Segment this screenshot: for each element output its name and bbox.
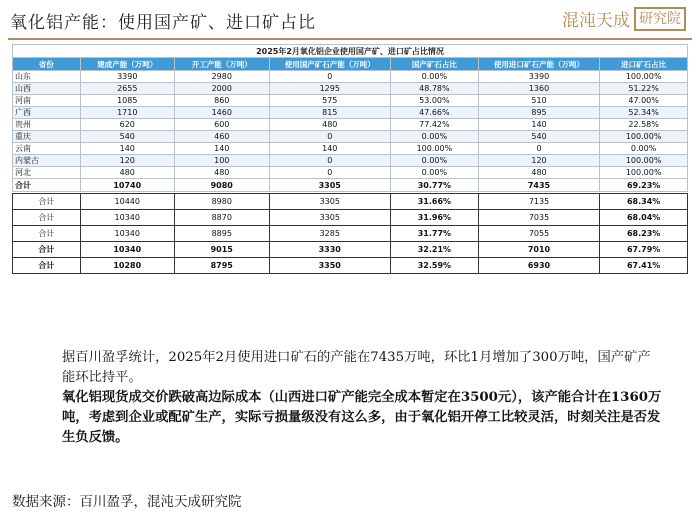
previous-total-row bbox=[13, 226, 688, 242]
table-total-row bbox=[13, 179, 688, 192]
table-cell: 47.66% bbox=[391, 107, 479, 119]
table-cell: 0 bbox=[269, 71, 391, 83]
table-cell: 合计 bbox=[13, 194, 81, 210]
previous-totals-body bbox=[13, 194, 688, 274]
table-caption-row bbox=[13, 45, 688, 58]
company-logo bbox=[562, 6, 686, 31]
table-cell: 480 bbox=[80, 167, 175, 179]
table-cell: 140 bbox=[269, 143, 391, 155]
table-cell: 重庆 bbox=[13, 131, 81, 143]
table-cell: 9015 bbox=[175, 242, 270, 258]
column-header: 使用国产矿石产能（万吨） bbox=[269, 58, 391, 71]
table-row bbox=[13, 83, 688, 95]
table-cell: 1710 bbox=[80, 107, 175, 119]
table-cell: 3390 bbox=[80, 71, 175, 83]
table-cell: 3330 bbox=[269, 242, 391, 258]
table-row bbox=[13, 119, 688, 131]
table-cell: 52.34% bbox=[600, 107, 688, 119]
table-cell: 510 bbox=[478, 95, 600, 107]
table-cell: 7010 bbox=[478, 242, 600, 258]
table-cell: 6930 bbox=[478, 258, 600, 274]
table-cell: 540 bbox=[478, 131, 600, 143]
table-cell: 815 bbox=[269, 107, 391, 119]
table-cell: 内蒙古 bbox=[13, 155, 81, 167]
table-cell: 8895 bbox=[175, 226, 270, 242]
analysis-text bbox=[62, 348, 662, 448]
table-cell: 3350 bbox=[269, 258, 391, 274]
table-cell: 480 bbox=[478, 167, 600, 179]
table-cell: 22.58% bbox=[600, 119, 688, 131]
table-header-row bbox=[13, 58, 688, 71]
table-cell: 10740 bbox=[80, 179, 175, 192]
column-header: 省份 bbox=[13, 58, 81, 71]
table-row bbox=[13, 131, 688, 143]
table-cell: 140 bbox=[478, 119, 600, 131]
previous-total-row bbox=[13, 242, 688, 258]
table-cell: 53.00% bbox=[391, 95, 479, 107]
table-cell: 100 bbox=[175, 155, 270, 167]
table-cell: 合计 bbox=[13, 226, 81, 242]
table-cell: 0 bbox=[478, 143, 600, 155]
page-title: 氧化铝产能：使用国产矿、进口矿占比 bbox=[10, 13, 316, 33]
table-cell: 460 bbox=[175, 131, 270, 143]
table-cell: 0.00% bbox=[600, 143, 688, 155]
table-row bbox=[13, 71, 688, 83]
table-row bbox=[13, 167, 688, 179]
analysis-paragraph-2: 氧化铝现货成交价跌破高边际成本（山西进口矿产能完全成本暂定在3500元），该产能合计在1360万吨，考虑到企业或配矿生产，实际亏损量级没有这么多，由于氧化铝开停工比较灵活，时刻关注是否发生负反馈。 bbox=[62, 390, 662, 445]
column-header: 使用进口矿石产能（万吨） bbox=[478, 58, 600, 71]
table-row bbox=[13, 143, 688, 155]
table-cell: 合计 bbox=[13, 242, 81, 258]
table-cell: 3305 bbox=[269, 179, 391, 192]
table-cell: 0 bbox=[269, 167, 391, 179]
table-cell: 620 bbox=[80, 119, 175, 131]
table-row bbox=[13, 107, 688, 119]
table-cell: 67.41% bbox=[600, 258, 688, 274]
table-cell: 67.79% bbox=[600, 242, 688, 258]
table-cell: 0.00% bbox=[391, 131, 479, 143]
table-cell: 1295 bbox=[269, 83, 391, 95]
table-cell: 0.00% bbox=[391, 167, 479, 179]
table-cell: 100.00% bbox=[600, 155, 688, 167]
analysis-paragraph-1: 据百川盈孚统计，2025年2月使用进口矿石的产能在7435万吨，环比1月增加了300万吨，国产矿产能环比持平。 bbox=[62, 350, 651, 385]
column-header: 进口矿石占比 bbox=[600, 58, 688, 71]
table-cell: 8870 bbox=[175, 210, 270, 226]
logo-text: 混沌天成 bbox=[562, 11, 630, 31]
table-cell: 68.23% bbox=[600, 226, 688, 242]
table-cell: 47.00% bbox=[600, 95, 688, 107]
header-divider bbox=[8, 38, 692, 40]
table-cell: 10280 bbox=[80, 258, 175, 274]
table-cell: 140 bbox=[175, 143, 270, 155]
ore-usage-table bbox=[12, 44, 688, 192]
table-cell: 合计 bbox=[13, 179, 81, 192]
table-cell: 0 bbox=[269, 155, 391, 167]
table-cell: 480 bbox=[269, 119, 391, 131]
table-cell: 合计 bbox=[13, 258, 81, 274]
table-cell: 69.23% bbox=[600, 179, 688, 192]
table-cell: 68.34% bbox=[600, 194, 688, 210]
table-cell: 575 bbox=[269, 95, 391, 107]
table-cell: 1460 bbox=[175, 107, 270, 119]
table-cell: 895 bbox=[478, 107, 600, 119]
previous-total-row bbox=[13, 258, 688, 274]
table-cell: 广西 bbox=[13, 107, 81, 119]
table-cell: 100.00% bbox=[600, 131, 688, 143]
table-cell: 3305 bbox=[269, 210, 391, 226]
table-cell: 7135 bbox=[478, 194, 600, 210]
table-cell: 9080 bbox=[175, 179, 270, 192]
table-cell: 32.21% bbox=[391, 242, 479, 258]
table-cell: 10340 bbox=[80, 226, 175, 242]
table-cell: 48.78% bbox=[391, 83, 479, 95]
table-cell: 120 bbox=[478, 155, 600, 167]
table-cell: 2655 bbox=[80, 83, 175, 95]
column-header: 建成产能（万吨） bbox=[80, 58, 175, 71]
table-body bbox=[13, 71, 688, 179]
table-cell: 3305 bbox=[269, 194, 391, 210]
table-cell: 3390 bbox=[478, 71, 600, 83]
table-cell: 540 bbox=[80, 131, 175, 143]
table-cell: 10340 bbox=[80, 242, 175, 258]
table-cell: 51.22% bbox=[600, 83, 688, 95]
previous-total-row bbox=[13, 210, 688, 226]
table-cell: 山东 bbox=[13, 71, 81, 83]
table-cell: 8980 bbox=[175, 194, 270, 210]
column-header: 国产矿石占比 bbox=[391, 58, 479, 71]
previous-total-row bbox=[13, 194, 688, 210]
table-cell: 600 bbox=[175, 119, 270, 131]
table-cell: 77.42% bbox=[391, 119, 479, 131]
column-header: 开工产能（万吨） bbox=[175, 58, 270, 71]
table-cell: 云南 bbox=[13, 143, 81, 155]
table-cell: 1360 bbox=[478, 83, 600, 95]
table-cell: 7035 bbox=[478, 210, 600, 226]
table-cell: 68.04% bbox=[600, 210, 688, 226]
table-cell: 100.00% bbox=[600, 71, 688, 83]
table-cell: 3285 bbox=[269, 226, 391, 242]
data-table-container bbox=[12, 44, 688, 274]
table-cell: 0 bbox=[269, 131, 391, 143]
table-cell: 10440 bbox=[80, 194, 175, 210]
table-cell: 10340 bbox=[80, 210, 175, 226]
table-cell: 31.96% bbox=[391, 210, 479, 226]
table-cell: 100.00% bbox=[391, 143, 479, 155]
table-cell: 7055 bbox=[478, 226, 600, 242]
table-cell: 480 bbox=[175, 167, 270, 179]
table-cell: 河南 bbox=[13, 95, 81, 107]
table-cell: 2980 bbox=[175, 71, 270, 83]
logo-box: 研究院 bbox=[634, 7, 686, 31]
table-cell: 贵州 bbox=[13, 119, 81, 131]
table-cell: 860 bbox=[175, 95, 270, 107]
table-cell: 32.59% bbox=[391, 258, 479, 274]
table-cell: 120 bbox=[80, 155, 175, 167]
table-cell: 30.77% bbox=[391, 179, 479, 192]
table-cell: 31.66% bbox=[391, 194, 479, 210]
data-source: 数据来源：百川盈孚，混沌天成研究院 bbox=[12, 494, 242, 510]
table-caption: 2025年2月氧化铝企业使用国产矿、进口矿占比情况 bbox=[13, 45, 688, 58]
table-cell: 0.00% bbox=[391, 71, 479, 83]
table-row bbox=[13, 95, 688, 107]
table-cell: 31.77% bbox=[391, 226, 479, 242]
previous-totals-table bbox=[12, 193, 688, 274]
table-cell: 山西 bbox=[13, 83, 81, 95]
table-cell: 河北 bbox=[13, 167, 81, 179]
table-cell: 8795 bbox=[175, 258, 270, 274]
table-cell: 2000 bbox=[175, 83, 270, 95]
table-cell: 合计 bbox=[13, 210, 81, 226]
table-row bbox=[13, 155, 688, 167]
table-cell: 7435 bbox=[478, 179, 600, 192]
table-cell: 100.00% bbox=[600, 167, 688, 179]
table-cell: 0.00% bbox=[391, 155, 479, 167]
table-cell: 140 bbox=[80, 143, 175, 155]
table-cell: 1085 bbox=[80, 95, 175, 107]
